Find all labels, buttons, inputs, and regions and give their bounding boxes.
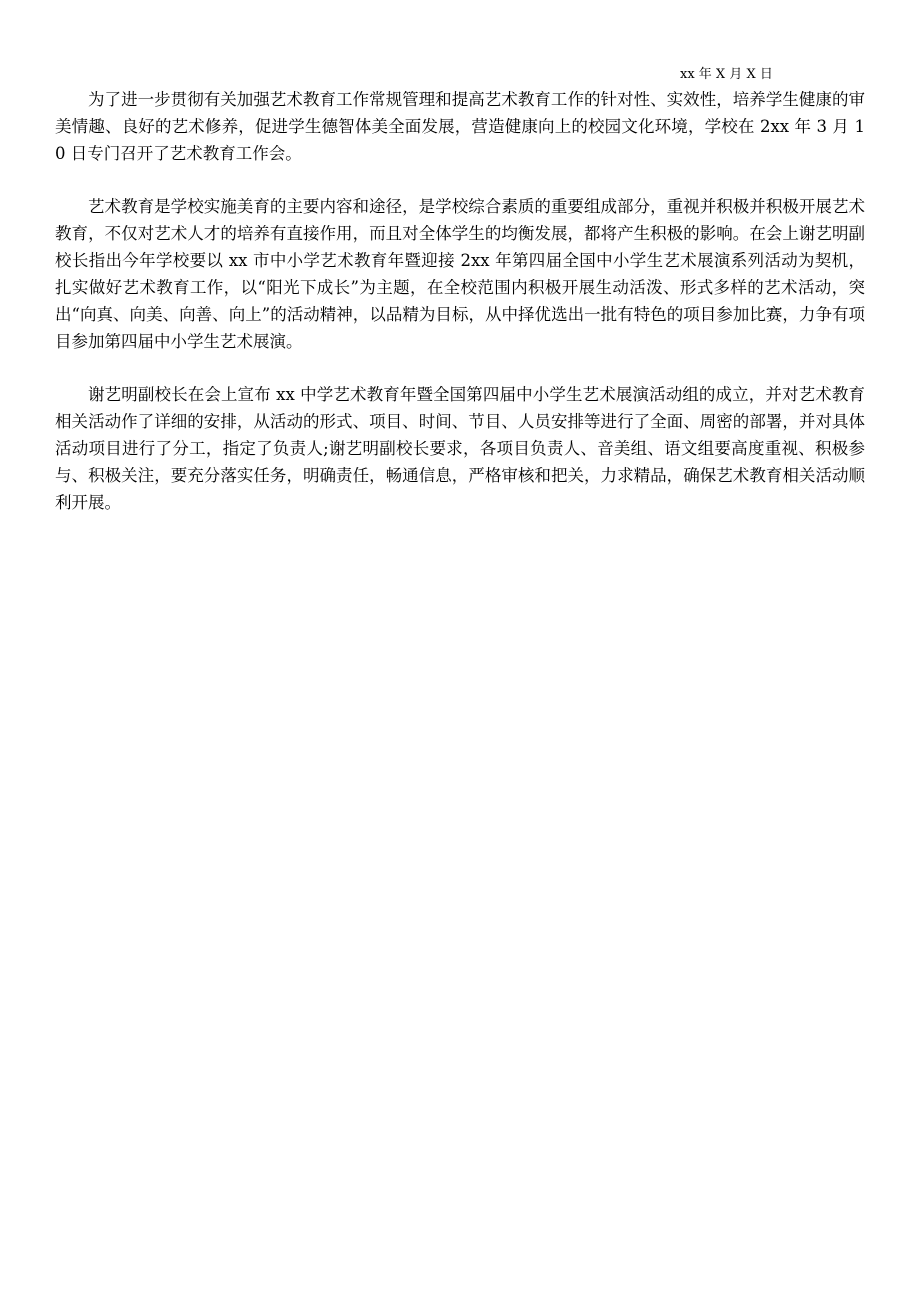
document-date: xx 年 X 月 X 日 bbox=[680, 67, 773, 82]
paragraph-1: 为了进一步贯彻有关加强艺术教育工作常规管理和提高艺术教育工作的针对性、实效性，培养学生健康的审美情趣、良好的艺术修养，促进学生德智体美全面发展，营造健康向上的校园文化环境，学校在 2xx 年 3 月 10 日专门召开了艺术教育工作会。 bbox=[55, 90, 865, 163]
paragraph-3: 谢艺明副校长在会上宣布 xx 中学艺术教育年暨全国第四届中小学生艺术展演活动组的成立，并对艺术教育相关活动作了详细的安排，从活动的形式、项目、时间、节目、人员安排等进行了全面、周密的部署，并对具体活动项目进行了分工，指定了负责人;谢艺明副校长要求，各项目负责人、音美组、语文组要高度重视、积极参与、积极关注，要充分落实任务，明确责任，畅通信息，严格审核和把关，力求精品，确保艺术教育相关活动顺利开展。 bbox=[55, 385, 865, 512]
document-body bbox=[55, 86, 865, 542]
paragraph-2: 艺术教育是学校实施美育的主要内容和途径，是学校综合素质的重要组成部分，重视并积极并积极开展艺术教育，不仅对艺术人才的培养有直接作用，而且对全体学生的均衡发展，都将产生积极的影响。在会上谢艺明副校长指出今年学校要以 xx 市中小学艺术教育年暨迎接 2xx 年第四届全国中小学生艺术展演系列活动为契机，扎实做好艺术教育工作，以“阳光下成长”为主题，在全校范围内积极开展生动活泼、形式多样的艺术活动，突出“向真、向美、向善、向上”的活动精神，以品精为目标，从中择优选出一批有特色的项目参加比赛，力争有项目参加第四届中小学生艺术展演。 bbox=[55, 197, 865, 351]
